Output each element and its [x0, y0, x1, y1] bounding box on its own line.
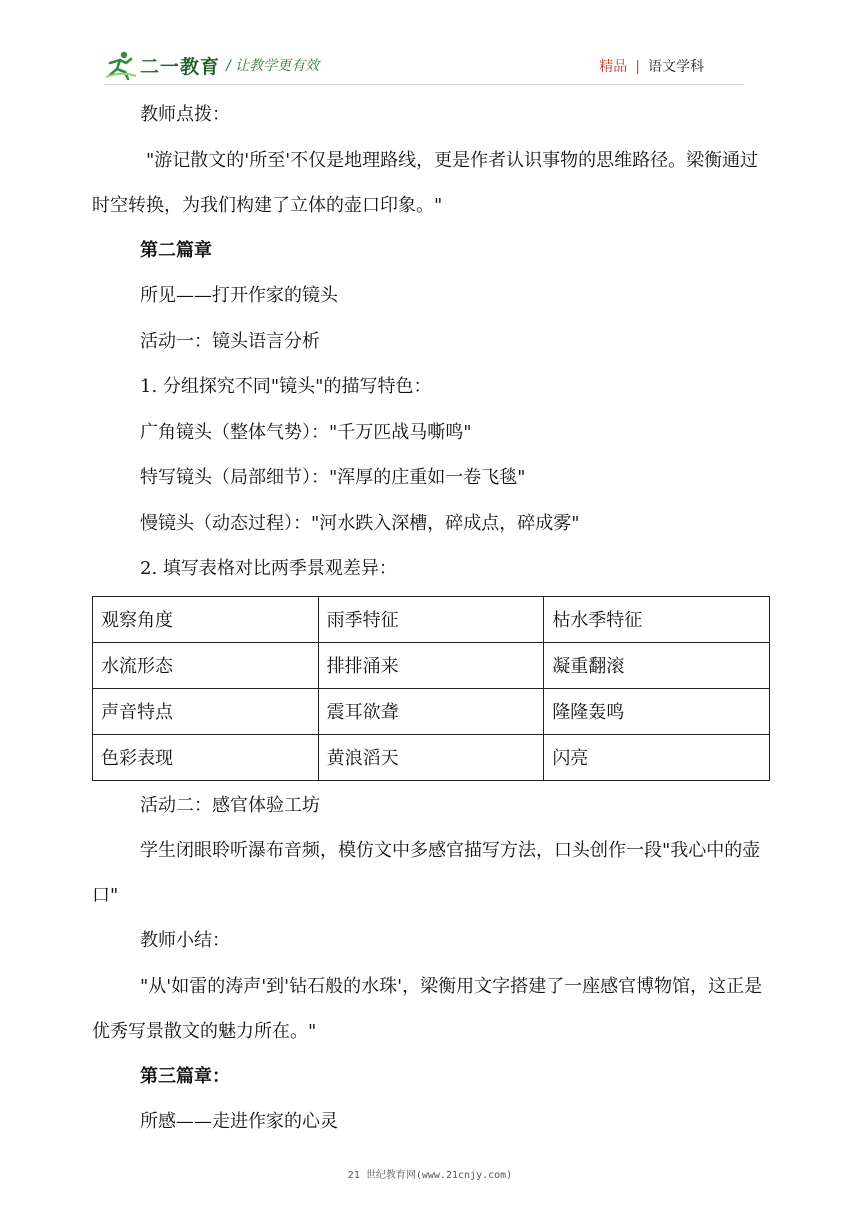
table-cell: 水流形态	[93, 642, 319, 688]
page-footer: 21 世纪教育网(www.21cnjy.com)	[347, 1170, 513, 1181]
table-row	[93, 642, 770, 688]
table-cell: 枯水季特征	[544, 596, 770, 642]
paragraph-section-feel: 所感——走进作家的心灵	[140, 1111, 338, 1132]
header-subject	[599, 56, 704, 76]
table-cell: 闪亮	[544, 734, 770, 780]
paragraph-activity-one: 活动一：镜头语言分析	[140, 330, 320, 352]
table-cell: 排排涌来	[318, 642, 544, 688]
table-cell: 震耳欲聋	[318, 688, 544, 734]
paragraph-task-2: 2. 填写表格对比两季景观差异：	[140, 558, 397, 579]
table-cell: 凝重翻滚	[544, 642, 770, 688]
table-cell: 声音特点	[93, 688, 319, 734]
comparison-table	[92, 596, 770, 781]
runner-logo-icon	[104, 50, 138, 80]
table-row	[93, 734, 770, 780]
table-cell: 隆隆轰鸣	[544, 688, 770, 734]
header-divider: |	[635, 59, 640, 75]
table-row	[93, 596, 770, 642]
chapter-two-heading: 第二篇章	[140, 239, 212, 261]
table-cell: 黄浪滔天	[318, 734, 544, 780]
page-header	[104, 48, 744, 82]
logo	[104, 48, 220, 82]
table-cell: 色彩表现	[93, 734, 319, 780]
paragraph-teacher-guide: 教师点拨：	[140, 104, 230, 125]
chapter-three-heading: 第三篇章：	[140, 1065, 230, 1087]
logo-text: 二一教育	[140, 55, 221, 78]
subject-label: 语文学科	[648, 59, 704, 75]
paragraph-wide-lens: 广角镜头（整体气势）："千万匹战马嘶鸣"	[140, 421, 472, 443]
paragraph-task-1: 1. 分组探究不同"镜头"的描写特色：	[140, 376, 432, 397]
paragraph-quote-1: "游记散文的'所至'不仅是地理路线，更是作者认识事物的思维路径。梁衡通过时空转换，为我们构建了立体的壶口印象。"	[92, 149, 759, 216]
table-cell: 雨季特征	[318, 596, 544, 642]
table-cell: 观察角度	[93, 596, 319, 642]
paragraph-sensory-task: 学生闭眼聆听瀑布音频，模仿文中多感官描写方法，口头创作一段"我心中的壶口"	[92, 840, 761, 906]
document-body	[92, 92, 772, 1145]
paragraph-teacher-summary: 教师小结：	[140, 930, 230, 951]
header-divider-line	[104, 84, 744, 85]
paragraph-slow-lens: 慢镜头（动态过程）："河水跌入深槽，碎成点，碎成雾"	[140, 512, 580, 534]
paragraph-activity-two: 活动二：感官体验工坊	[140, 794, 320, 816]
quality-label: 精品	[599, 59, 628, 75]
paragraph-section-seen: 所见——打开作家的镜头	[140, 285, 338, 306]
slogan: / 让教学更有效	[226, 58, 320, 74]
table-row	[93, 688, 770, 734]
paragraph-closeup-lens: 特写镜头（局部细节）："浑厚的庄重如一卷飞毯"	[140, 467, 526, 488]
paragraph-quote-2: "从'如雷的涛声'到'钻石般的水珠'，梁衡用文字搭建了一座感官博物馆，这正是优秀写景散文的魅力所在。"	[92, 975, 763, 1042]
